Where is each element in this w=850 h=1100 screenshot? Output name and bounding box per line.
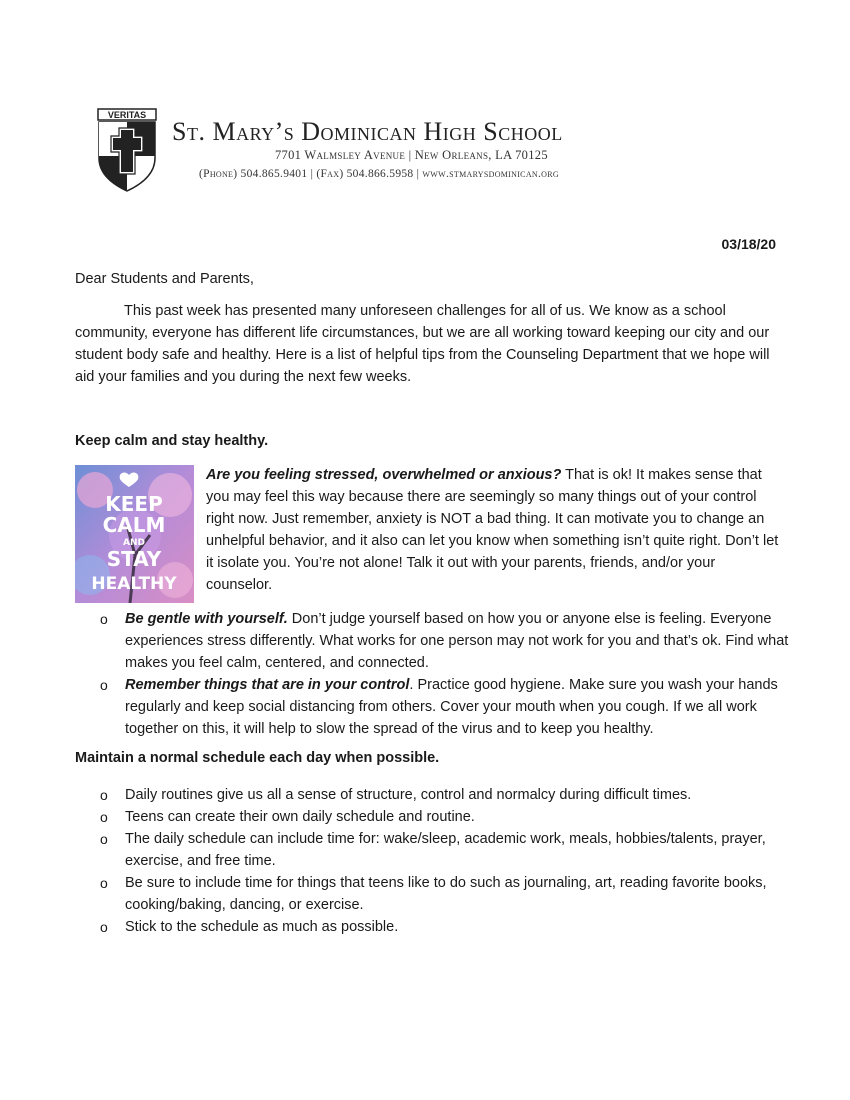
greeting: Dear Students and Parents, <box>75 271 254 287</box>
school-name: St. Mary’s Dominican High School <box>172 117 563 146</box>
bullet-text: . Practice good hygiene. Make sure you wash your hands regularly and keep social distancing from others. Cover your mouth when you cough. If we all work together on this, it will help to slow the spread of the virus and to keep you healthy. <box>125 677 778 737</box>
school-crest-logo <box>97 108 157 192</box>
letterhead <box>97 108 697 193</box>
bullet-lead: Remember things that are in your control <box>125 677 410 693</box>
list-item <box>100 784 790 806</box>
keep-calm-line-2: CALM <box>102 513 166 537</box>
list-item <box>100 916 790 938</box>
bullet-circle-icon: o <box>100 831 108 847</box>
list-item <box>100 806 790 828</box>
bullet-circle-icon: o <box>100 611 108 627</box>
bullet-circle-icon: o <box>100 919 108 935</box>
school-address: 7701 Walmsley Avenue | New Orleans, LA 70125 <box>275 148 548 162</box>
keep-calm-body: That is ok! It makes sense that you may feel this way because there are seemingly so many things out of your control right now. Just remember, anxiety is NOT a bad thing. It can motivate you to change an unhelpful behavior, and it also can let you know when something isn’t quite right. Don’t let it isolate you. You’re not alone! Talk it out with your parents, friends, and/or your counselor. <box>206 467 779 593</box>
keep-calm-paragraph <box>206 464 781 596</box>
svg-text:VERITAS: VERITAS <box>107 110 147 120</box>
bullet-text: Daily routines give us all a sense of structure, control and normalcy during difficult times. <box>125 787 692 803</box>
bullet-circle-icon: o <box>100 875 108 891</box>
list-item <box>100 828 790 872</box>
section-heading-keep-calm: Keep calm and stay healthy. <box>75 433 269 449</box>
bullet-text: The daily schedule can include time for: wake/sleep, academic work, meals, hobbies/talents, prayer, exercise, and free time. <box>125 831 766 869</box>
list-item <box>100 674 790 740</box>
schedule-bullets <box>100 784 790 938</box>
bullet-text: Be sure to include time for things that teens like to do such as journaling, art, reading favorite books, cooking/baking, dancing, or exercise. <box>125 875 767 913</box>
keep-calm-line-1: KEEP <box>105 492 163 516</box>
school-contact: (Phone) 504.865.9401 | (Fax) 504.866.5958 | www.stmarysdominican.org <box>199 168 559 180</box>
bullet-text: Stick to the schedule as much as possible. <box>125 919 399 935</box>
list-item <box>100 608 790 674</box>
keep-calm-line-5: HEALTHY <box>91 574 177 594</box>
keep-calm-line-4: STAY <box>106 547 162 571</box>
bullet-circle-icon: o <box>100 787 108 803</box>
bullet-text: Don’t judge yourself based on how you or anyone else is feeling. Everyone experiences stress differently. What works for one person may not work for you and that’s ok. Find what makes you feel calm, centered, and connected. <box>125 611 789 671</box>
bullet-circle-icon: o <box>100 677 108 693</box>
list-item <box>100 872 790 916</box>
keep-calm-line-3: AND <box>123 538 145 548</box>
bullet-text: Teens can create their own daily schedule and routine. <box>125 809 475 825</box>
bullet-circle-icon: o <box>100 809 108 825</box>
intro-paragraph: This past week has presented many unforeseen challenges for all of us. We know as a school community, everyone has different life circumstances, but we are all working toward keeping our city and our student body safe and healthy. Here is a list of helpful tips from the Counseling Department that we hope will aid your families and you during the next few weeks. <box>75 303 770 385</box>
bullet-lead: Be gentle with yourself. <box>125 611 288 627</box>
letter-date: 03/18/20 <box>721 236 776 252</box>
keep-calm-bullets <box>100 608 790 740</box>
keep-calm-lead: Are you feeling stressed, overwhelmed or anxious? <box>206 467 562 483</box>
keep-calm-image <box>75 465 194 603</box>
section-heading-schedule: Maintain a normal schedule each day when possible. <box>75 750 440 766</box>
